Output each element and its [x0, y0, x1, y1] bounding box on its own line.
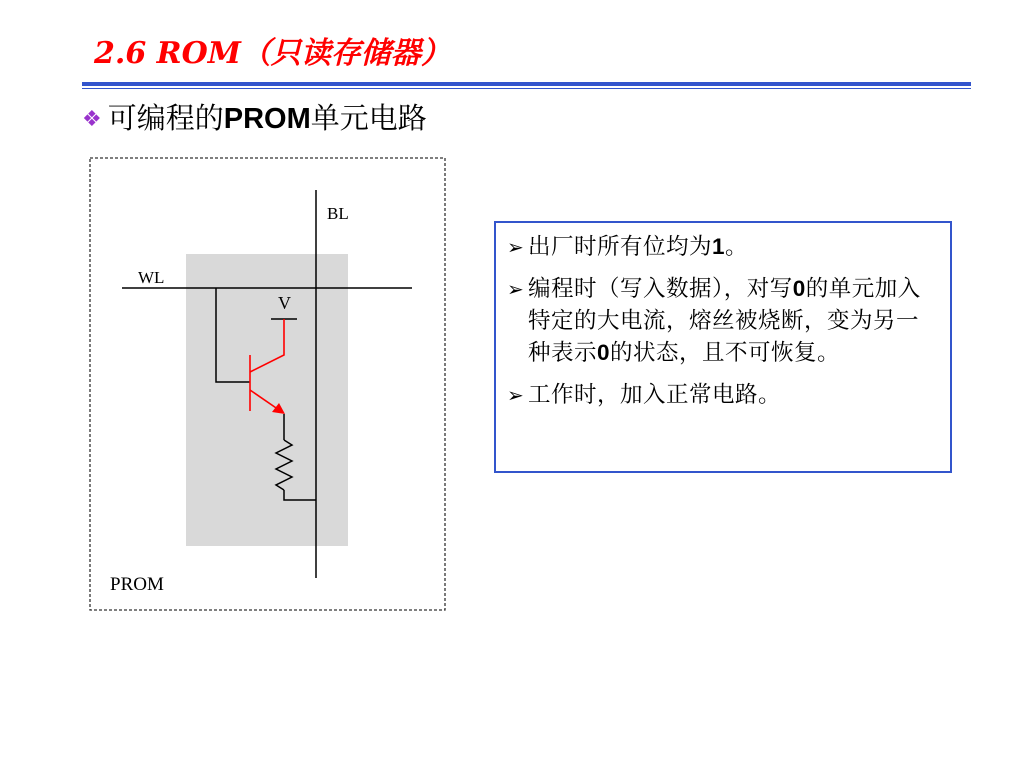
arrow-right-icon: ➢: [507, 277, 525, 301]
note-value: 0: [792, 276, 806, 301]
heading-text-prefix: 可编程的: [107, 101, 224, 135]
heading-text-suffix: 单元电路: [310, 101, 427, 135]
note-value: 0: [597, 340, 611, 365]
note-text: 的状态，且不可恢复。: [610, 340, 841, 366]
diamond-flower-icon: ❖: [82, 107, 102, 132]
note-item: [507, 273, 941, 369]
note-text: 出厂时所有位均为: [528, 234, 713, 260]
circuit-caption: PROM: [110, 574, 164, 595]
voltage-label: V: [278, 293, 291, 313]
fuse-highlight-region: [186, 254, 348, 546]
note-text: 的单元加入特定的大电流，熔丝被烧断，变为另一种表示: [528, 276, 921, 366]
note-text: 工作时，加入正常电路。: [528, 382, 782, 408]
note-item: [507, 379, 941, 411]
bit-line-label: BL: [327, 204, 349, 223]
arrow-right-icon: ➢: [507, 235, 525, 259]
slide-title: 2.6 ROM（只读存储器）: [94, 36, 451, 71]
note-text: 。: [725, 234, 749, 260]
explanation-textbox: [494, 221, 952, 473]
heading-text-prom: PROM: [223, 103, 311, 135]
arrow-right-icon: ➢: [507, 383, 525, 407]
note-text: 编程时（写入数据），对写: [528, 276, 793, 302]
note-item: [507, 231, 941, 263]
word-line-label: WL: [138, 268, 165, 287]
note-value: 1: [712, 234, 726, 259]
